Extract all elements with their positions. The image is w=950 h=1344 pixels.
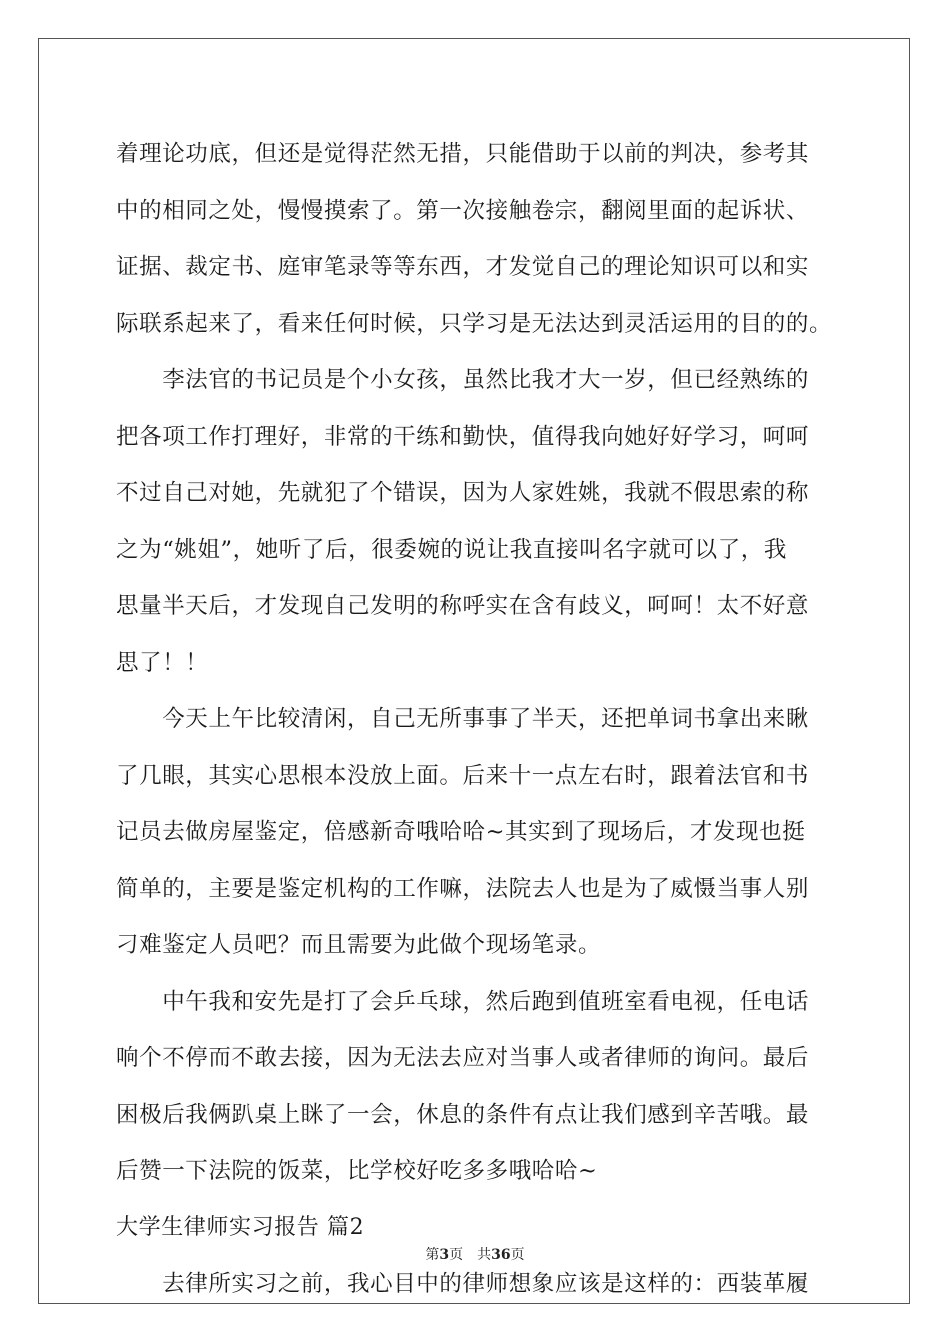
text-line: 中的相同之处，慢慢摸索了。第一次接触卷宗，翻阅里面的起诉状、 <box>116 197 810 224</box>
text-line: 今天上午比较清闲，自己无所事事了半天，还把单词书拿出来瞅 <box>116 706 810 732</box>
text-line: 思了！！ <box>116 649 209 676</box>
text-line: 了几眼，其实心思根本没放上面。后来十一点左右时，跟着法官和书 <box>116 762 810 789</box>
footer-page-number: 3 <box>439 1247 450 1263</box>
text-line: 李法官的书记员是个小女孩，虽然比我才大一岁，但已经熟练的 <box>116 367 810 393</box>
text-line: 把各项工作打理好，非常的干练和勤快，值得我向她好好学习，呵呵 <box>116 423 810 450</box>
text-line: 际联系起来了，看来任何时候，只学习是无法达到灵活运用的目的的。 <box>116 310 833 337</box>
page-footer <box>0 1244 950 1264</box>
text-line: 刁难鉴定人员吧？而且需要为此做个现场笔录。 <box>116 932 602 958</box>
footer-suffix: 页 <box>510 1247 525 1263</box>
text-line: 后赞一下法院的饭菜，比学校好吃多多哦哈哈~ <box>116 1158 598 1184</box>
text-line: 响个不停而不敢去接，因为无法去应对当事人或者律师的询问。最后 <box>116 1045 810 1071</box>
text-line: 简单的，主要是鉴定机构的工作嘛，法院去人也是为了威慑当事人别 <box>116 875 810 902</box>
text-line: 中午我和安先是打了会乒乓球，然后跑到值班室看电视，任电话 <box>116 988 810 1015</box>
footer-prefix: 第 <box>425 1247 440 1263</box>
text-line: 思量半天后，才发现自己发明的称呼实在含有歧义，呵呵！太不好意 <box>116 593 810 619</box>
text-line: 着理论功底，但还是觉得茫然无措，只能借助于以前的判决，参考其 <box>116 141 810 167</box>
text-line: 之为“姚姐”，她听了后，很委婉的说让我直接叫名字就可以了，我 <box>116 536 788 563</box>
document-body <box>116 126 836 1313</box>
text-line: 去律所实习之前，我心目中的律师想象应该是这样的：西装革履 <box>116 1271 810 1297</box>
text-line: 不过自己对她，先就犯了个错误，因为人家姓姚，我就不假思索的称 <box>116 480 810 506</box>
text-line: 困极后我俩趴桌上眯了一会，休息的条件有点让我们感到辛苦哦。最 <box>116 1101 810 1128</box>
text-line: 记员去做房屋鉴定，倍感新奇哦哈哈~其实到了现场后，才发现也挺 <box>116 819 806 845</box>
text-line: 证据、裁定书、庭审笔录等等东西，才发觉自己的理论知识可以和实 <box>116 254 810 280</box>
section-heading: 大学生律师实习报告 篇2 <box>116 1214 365 1240</box>
footer-mid: 页 共 <box>449 1247 492 1263</box>
footer-total-pages: 36 <box>491 1247 511 1263</box>
